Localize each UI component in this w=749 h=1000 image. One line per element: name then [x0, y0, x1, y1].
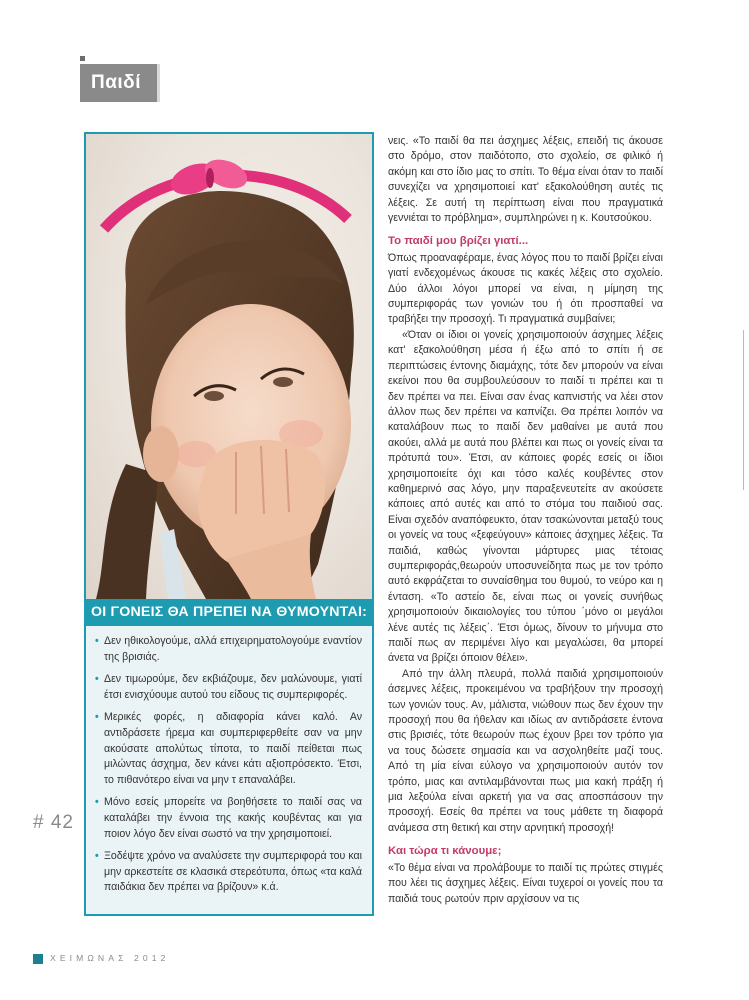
list-item: • Ξοδέψτε χρόνο να αναλύσετε την συμπεριφορά του και μην αρκεστείτε σε κλασικά στερεότυπα, όπως «τα καλά παιδάκια δεν πρέπει να βρίζουν» κ.ά. — [95, 849, 362, 896]
article-intro: νεις. «Το παιδί θα πει άσχημες λέξεις, επειδή τις άκουσε στο δρόμο, στον παιδότοπο, στο σχολείο, σε φιλικό ή ακόμη και στο ίδιο μας το σπίτι. Το θέμα είναι όταν το παιδί συνεχίζει να χρησιμοποιεί κατ' εξακολούθηση αυτές τις λέξεις. Σε αυτή τη περίπτωση είναι που πραγματικά γεννιέται το πρόβλημα», συμπληρώνει η κ. Κουτσούκου. — [388, 135, 663, 225]
list-item: • Μόνο εσείς μπορείτε να βοηθήσετε το παιδί σας να καταλάβει την έννοια της κακής κουβέντας και για ποιον λόγο δεν είναι σωστό να την χρησιμοποιεί. — [95, 795, 362, 842]
issue-label: ΧΕΙΜΩΝΑΣ 2012 — [50, 953, 170, 963]
list-item: • Δεν τιμωρούμε, δεν εκβιάζουμε, δεν μαλώνουμε, γιατί έτσι ενισχύουμε αυτού του είδους τις συμπεριφορές. — [95, 672, 362, 703]
article-paragraph: «Το θέμα είναι να προλάβουμε το παιδί τις πρώτες στιγμές που λέει τις άσχημες λέξεις. Είναι τυχεροί οι γονείς που τα παιδιά τους ρωτούν πριν αρχίσουν να τις — [388, 861, 663, 905]
tips-panel — [84, 132, 374, 916]
section-marker — [80, 56, 85, 61]
child-illustration — [86, 134, 372, 599]
tip-list — [86, 626, 372, 896]
article-paragraph: «Όταν οι ίδιοι οι γονείς χρησιμοποιούν άσχημες λέξεις κατ' εξακολούθηση μέσα ή έξω από το σπίτι ή σε περιπτώσεις έντονης διαμάχης, τότε δεν μπορούν να είναι εκείνοι που θα συμβουλεύσουν το παιδί τι πρέπει και τι δεν πρέπει να πει. Είναι σαν ένας καπνιστής να λέει στον άλλον πως δεν πρέπει να καπνίζει. Θα πρέπει λοιπόν να καταλάβουν πως το παιδί δεν μαθαίνει με αυτά που ακούει, αλλά με αυτά που βλέπει και πως οι γονείς είναι τα πρότυπά του». Έτσι, αν κάποιες φορές εσείς οι ίδιοι χρησιμοποιείτε όχι και τόσο καλές κουβέντες στον καθημερινό σας λόγο, μην παραξενευτείτε αν ακούσετε κάποιες από αυτές και από το στόμα του παιδιού σας. Είναι σχεδόν αναπόφευκτο, όταν τσακώνονται μεταξύ τους οι γονείς να τους «ξεφεύγουν» κάποιες άσχημες λέξεις. Τα παιδιά, καθώς γίνονται μάρτυρες μιας τέτοιας συμπεριφοράς,θεωρούν υποσυνείδητα πως με τον τρόπο αυτό εκφράζεται το συναίσθημα του θυμού, το νεύρο και η ένταση. «Το αστείο δε, είναι πως οι γονείς συνήθως χρησιμοποιούν δικαιολογίες του τύπου ΄μόνο οι μεγάλοι λένε αυτές τις λέξεις΄. Έτσι όμως, δίνουν το μήνυμα στο παιδί πως αν περιμένει λίγο και μεγαλώσει, θα μπορεί άνετα να βρίζει όποιον θέλει». — [388, 328, 663, 665]
article-column — [388, 134, 663, 907]
article-paragraph: Όπως προαναφέραμε, ένας λόγος που το παιδί βρίζει είναι γιατί ενδεχομένως άκουσε τις κακές λέξεις στο σχολείο. Δύο άλλοι λόγοι μπορεί να είναι, η μίμηση της συμπεριφοράς των γονιών του ή ότι προσπαθεί να τραβήξει την προσοχή. Τι πραγματικά συμβαίνει; — [388, 251, 663, 326]
page-edge-line — [743, 330, 744, 490]
article-paragraph: Από την άλλη πλευρά, πολλά παιδιά χρησιμοποιούν άσεμνες λέξεις, προκειμένου να τραβήξουν την προσοχή των γονιών τους. Αν, μάλιστα, νιώθουν πως δεν έχουν την προσοχή που θα ήθελαν και ιδίως αν αντιδράσετε έντονα στις βρισιές, τότε θεωρούν πως έχουν βρει τον τρόπο για να τους δώσετε σημασία και να ασχοληθείτε μαζί τους. Από τη μία είναι εύλογο να χρησιμοποιούν αυτόν τον τρόπο, μιας και αντιλαμβάνονται πως μια κακή πράξη ή μια λεξούλα είναι αρκετή για να σας αποσπάσουν την προσοχή. Εσείς θα πρέπει να τους μάθετε τη διαφορά ανάμεσα στη θετική και στην αρνητική προσοχή! — [388, 667, 663, 834]
child-photo — [86, 134, 372, 599]
list-item: • Μερικές φορές, η αδιαφορία κάνει καλό. Αν αντιδράσετε ήρεμα και συμπεριφερθείτε σαν να μην ακούσατε απολύτως τίποτα, το παιδί πείθεται πως μιλώντας άσχημα, δεν κάνει κάτι αξιοπρόσεκτο. Έτσι, το πιθανότερο είναι να μην τ επαναλάβει. — [95, 710, 362, 788]
page-number: # 42 — [33, 812, 74, 833]
tip-box-title: ΟΙ ΓΟΝΕΙΣ ΘΑ ΠΡΕΠΕΙ ΝΑ ΘΥΜΟΥΝΤΑΙ: — [86, 599, 372, 626]
section-label: Παιδί — [80, 64, 160, 102]
footer-marker — [33, 954, 43, 964]
list-item: • Δεν ηθικολογούμε, αλλά επιχειρηματολογούμε εναντίον της βρισιάς. — [95, 634, 362, 665]
subheading-what-now: Και τώρα τι κάνουμε; — [388, 845, 502, 858]
subheading-why: Το παιδί μου βρίζει γιατί... — [388, 235, 529, 248]
